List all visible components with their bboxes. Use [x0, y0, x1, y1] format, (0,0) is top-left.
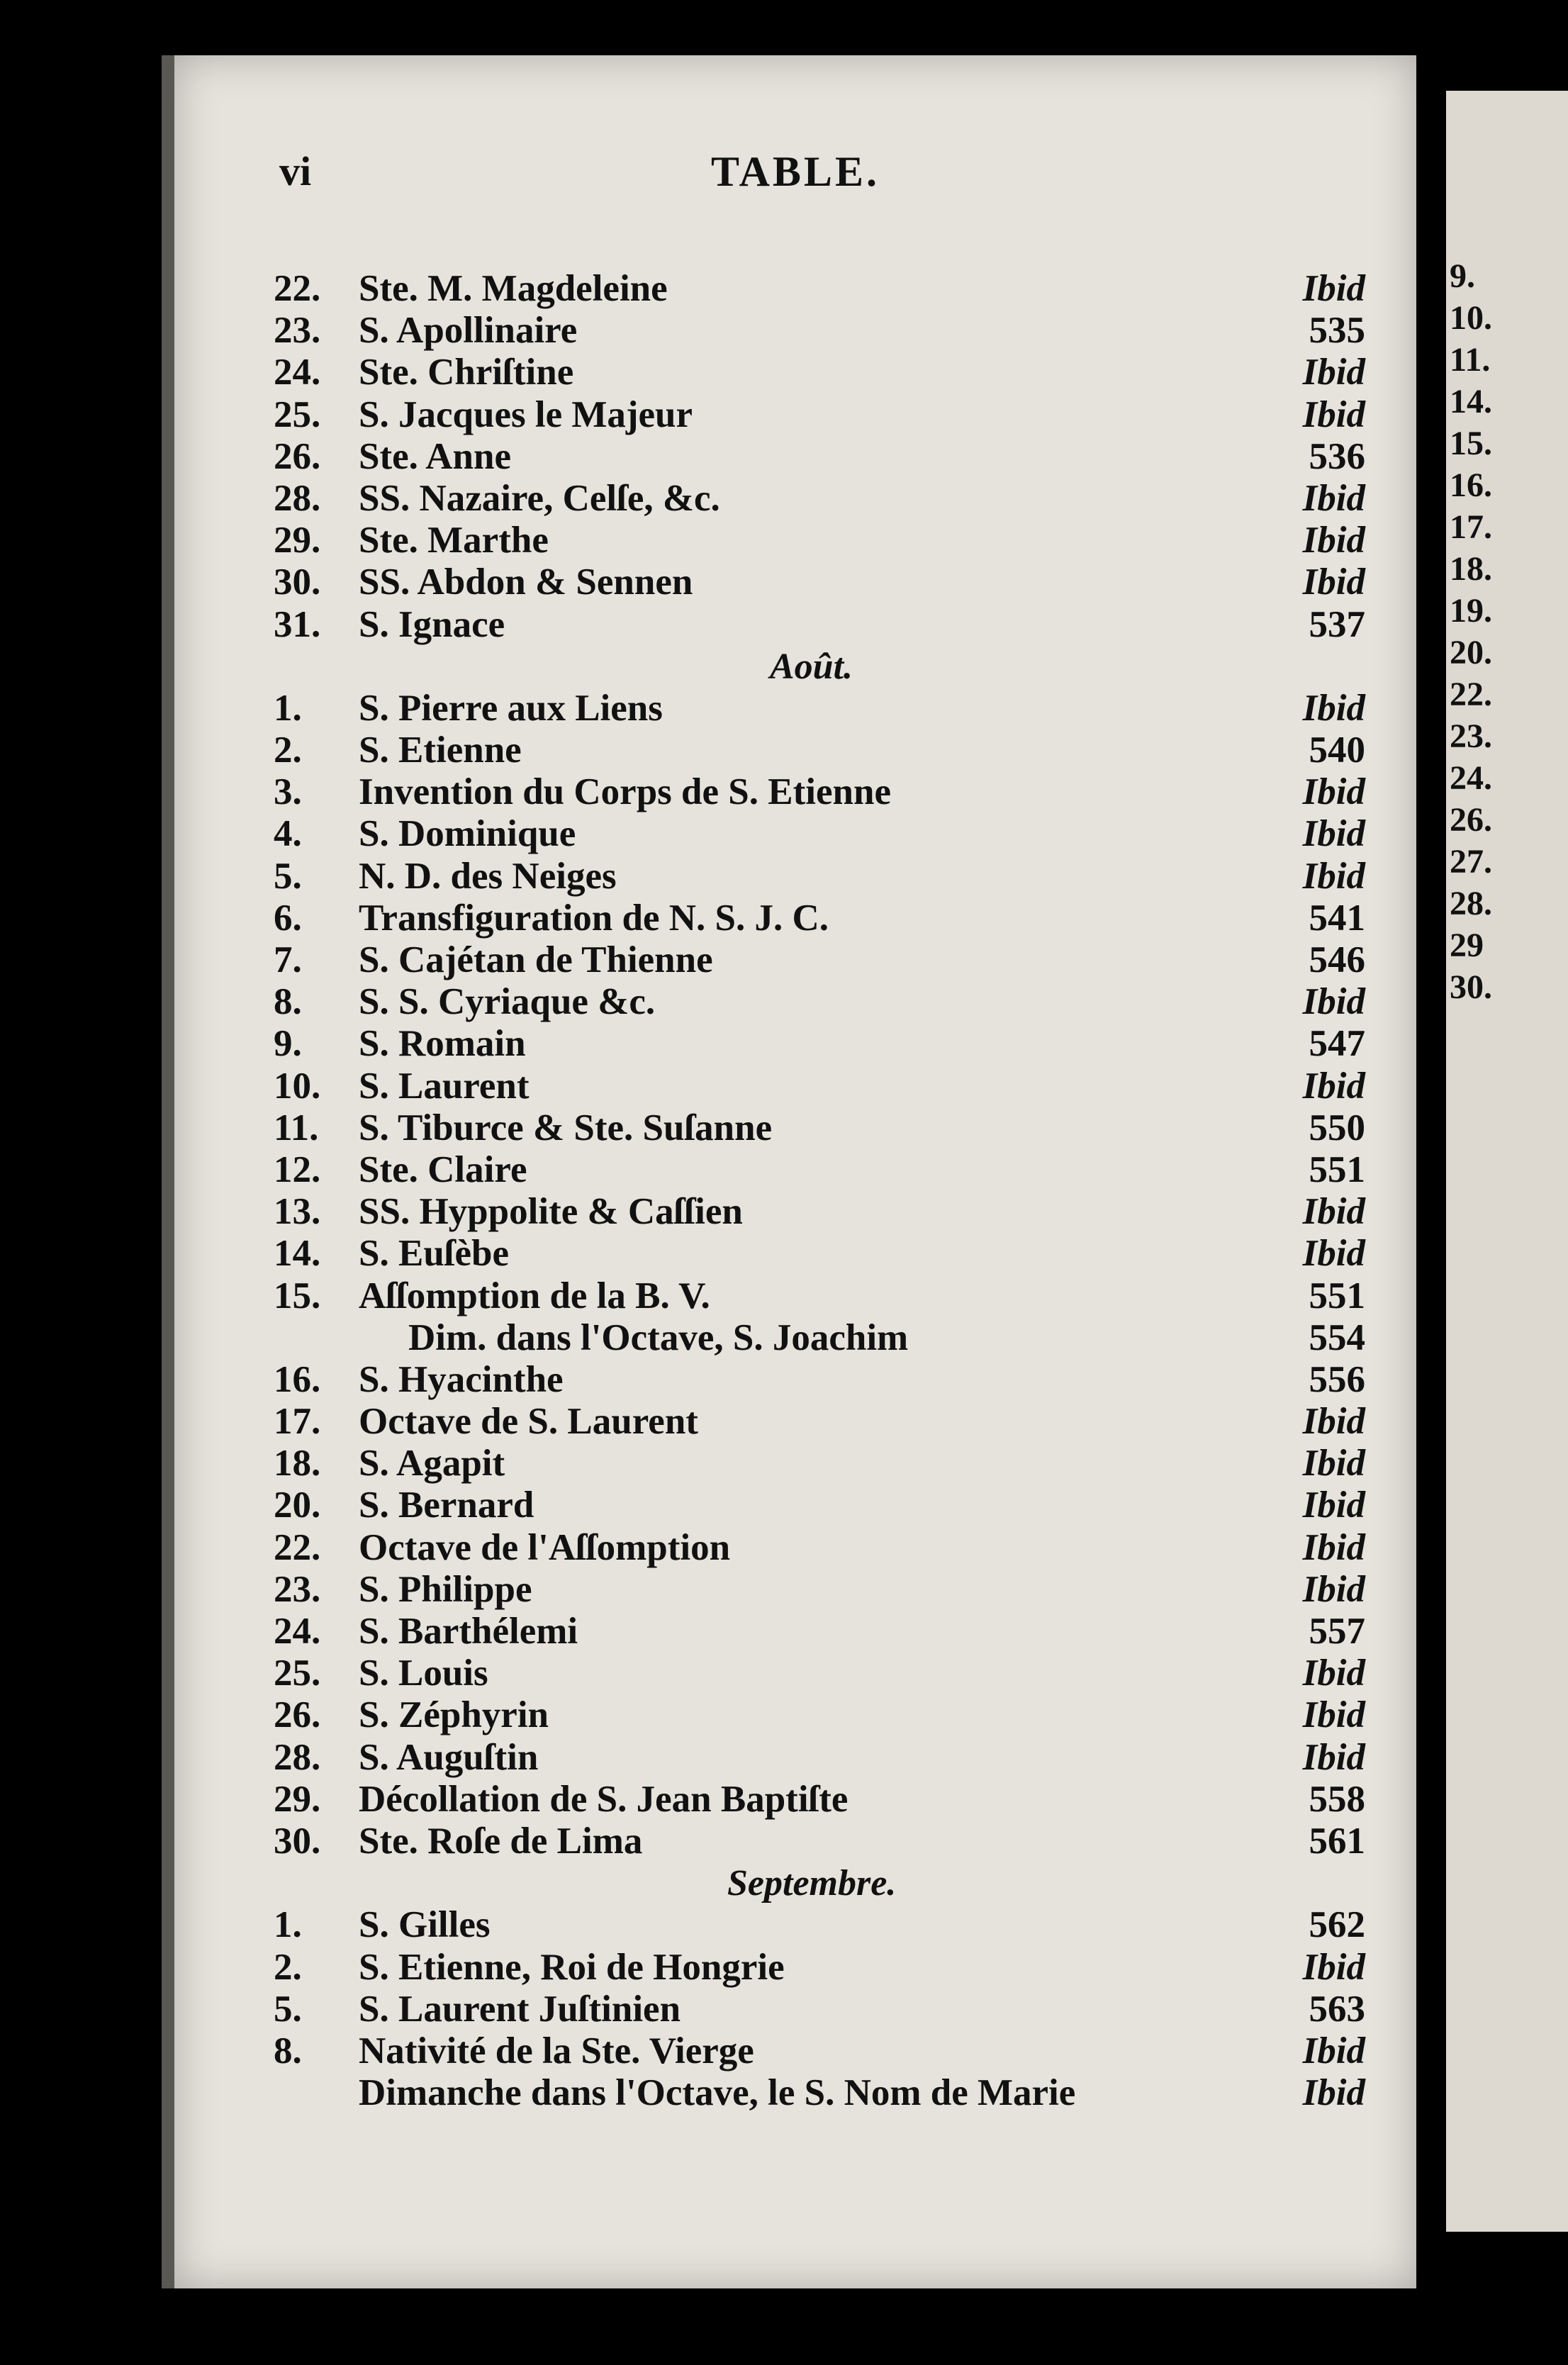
facing-day-number: 27.	[1450, 843, 1492, 880]
facing-day-number: 14.	[1450, 383, 1492, 420]
feast-name: Ste. M. Magdeleine	[359, 268, 668, 309]
day-number: 3.	[274, 771, 302, 813]
feast-name: Ste. Anne	[359, 435, 511, 477]
page-reference: 540	[1309, 729, 1365, 771]
page-reference: Ibid	[1302, 520, 1365, 561]
day-number: 5.	[274, 855, 302, 897]
table-row	[274, 520, 1365, 561]
page-reference: Ibid	[1302, 1526, 1365, 1568]
table-row	[274, 478, 1365, 520]
page-reference: Ibid	[1302, 1946, 1365, 1988]
page-reference: Ibid	[1302, 1233, 1365, 1275]
page-reference: Ibid	[1302, 1065, 1365, 1107]
page-reference: Ibid	[1302, 687, 1365, 729]
page-reference: Ibid	[1302, 855, 1365, 897]
page-header	[174, 147, 1416, 204]
table-row	[274, 1066, 1365, 1107]
day-number: 10.	[274, 1065, 321, 1107]
day-number: 11.	[274, 1107, 319, 1148]
feast-name: S. Barthélemi	[359, 1611, 578, 1652]
page-reference: Ibid	[1302, 1694, 1365, 1736]
feast-name: Transfiguration de N. S. J. C.	[359, 897, 829, 939]
day-number: 4.	[274, 813, 302, 855]
table-row	[274, 1191, 1365, 1233]
feast-name: Octave de l'Aſſomption	[359, 1526, 731, 1568]
day-number: 18.	[274, 1443, 321, 1485]
day-number: 30.	[274, 1820, 321, 1862]
day-number: 22.	[274, 1526, 321, 1568]
day-number: 29.	[274, 520, 321, 561]
feast-name: S. Bernard	[359, 1485, 534, 1526]
day-number: 25.	[274, 1653, 321, 1694]
facing-day-number: 15.	[1450, 425, 1492, 462]
table-row	[274, 1275, 1365, 1317]
day-number: 28.	[274, 477, 321, 519]
page-reference: Ibid	[1302, 1653, 1365, 1694]
table-row	[274, 2030, 1365, 2072]
day-number: 7.	[274, 939, 302, 980]
table-row	[274, 1653, 1365, 1694]
page-reference: 561	[1309, 1820, 1365, 1862]
table-row	[274, 771, 1365, 813]
facing-day-number: 9.	[1450, 257, 1475, 295]
facing-day-number: 22.	[1450, 676, 1492, 713]
page-number: vi	[279, 148, 312, 194]
page-reference: 546	[1309, 939, 1365, 980]
day-number: 31.	[274, 603, 321, 645]
table-row	[274, 1149, 1365, 1191]
table-row	[274, 1904, 1365, 1946]
facing-day-number: 26.	[1450, 801, 1492, 839]
day-number: 9.	[274, 1023, 302, 1065]
feast-name: Ste. Roſe de Lima	[359, 1820, 643, 1862]
facing-day-number: 23.	[1450, 717, 1492, 755]
month-heading	[274, 1862, 1365, 1904]
page-reference: 535	[1309, 310, 1365, 352]
feast-name: Décollation de S. Jean Baptiſte	[359, 1778, 849, 1820]
page-reference: Ibid	[1302, 1485, 1365, 1526]
day-number: 14.	[274, 1233, 321, 1275]
table-row	[274, 1023, 1365, 1065]
table-row	[274, 1107, 1365, 1149]
day-number: 15.	[274, 1275, 321, 1316]
page-reference: Ibid	[1302, 1568, 1365, 1610]
day-number: 23.	[274, 310, 321, 352]
page-reference: 551	[1309, 1275, 1365, 1316]
page-reference: 547	[1309, 1023, 1365, 1065]
page-reference: Ibid	[1302, 1736, 1365, 1778]
feast-name: S. Cajétan de Thienne	[359, 939, 713, 980]
table-row	[274, 1779, 1365, 1821]
page-reference: 536	[1309, 435, 1365, 477]
day-number: 30.	[274, 561, 321, 603]
day-number: 22.	[274, 268, 321, 309]
page-reference: Ibid	[1302, 1191, 1365, 1233]
feast-name: S. Ignace	[359, 603, 505, 645]
page-reference: 558	[1309, 1778, 1365, 1820]
table-row	[274, 394, 1365, 436]
table-row	[274, 1233, 1365, 1275]
table-row	[274, 1569, 1365, 1611]
feast-name: S. Dominique	[359, 813, 576, 855]
facing-day-number: 19.	[1450, 592, 1492, 630]
page-reference: Ibid	[1302, 771, 1365, 813]
table-row	[274, 436, 1365, 478]
table-row	[274, 1359, 1365, 1401]
day-number: 26.	[274, 1694, 321, 1736]
page-reference: 550	[1309, 1107, 1365, 1148]
table-row	[274, 1947, 1365, 1989]
page-reference: 537	[1309, 603, 1365, 645]
table-row	[274, 1694, 1365, 1736]
table-of-feasts	[274, 268, 1365, 2114]
page-reference: 554	[1309, 1316, 1365, 1358]
table-row	[274, 1401, 1365, 1443]
feast-name: S. Romain	[359, 1023, 526, 1065]
day-number: 28.	[274, 1736, 321, 1778]
day-number: 16.	[274, 1358, 321, 1400]
day-number: 2.	[274, 729, 302, 771]
page-reference: 551	[1309, 1148, 1365, 1190]
page-reference: 556	[1309, 1358, 1365, 1400]
feast-name: S. Jacques le Majeur	[359, 393, 693, 435]
feast-name: S. Philippe	[359, 1568, 532, 1610]
day-number: 5.	[274, 1988, 302, 2030]
page-reference: 563	[1309, 1988, 1365, 2030]
day-number: 25.	[274, 393, 321, 435]
table-row	[274, 1317, 1365, 1359]
page-reference: Ibid	[1302, 477, 1365, 519]
page-reference: Ibid	[1302, 1443, 1365, 1485]
day-number: 6.	[274, 897, 302, 939]
feast-name: S. Laurent Juſtinien	[359, 1988, 681, 2030]
feast-name: Ste. Chriſtine	[359, 352, 574, 393]
day-number: 8.	[274, 981, 302, 1023]
day-number: 24.	[274, 352, 321, 393]
table-row	[274, 813, 1365, 855]
day-number: 2.	[274, 1946, 302, 1988]
table-row	[274, 939, 1365, 981]
page-reference: Ibid	[1302, 2030, 1365, 2072]
page-reference: 562	[1309, 1904, 1365, 1946]
feast-name: Invention du Corps de S. Etienne	[359, 771, 892, 813]
feast-name: Aſſomption de la B. V.	[359, 1275, 710, 1316]
page-reference: Ibid	[1302, 352, 1365, 393]
feast-name: Nativité de la Ste. Vierge	[359, 2030, 754, 2072]
table-row	[274, 1737, 1365, 1779]
table-row	[274, 310, 1365, 352]
feast-name: S. Agapit	[359, 1443, 505, 1485]
feast-name: S. Laurent	[359, 1065, 530, 1107]
facing-day-number: 20.	[1450, 634, 1492, 671]
feast-name: S. Etienne	[359, 729, 522, 771]
day-number: 24.	[274, 1611, 321, 1652]
facing-day-number: 17.	[1450, 508, 1492, 546]
table-row	[274, 1821, 1365, 1862]
facing-day-number: 10.	[1450, 299, 1492, 337]
feast-name: S. Apollinaire	[359, 310, 578, 352]
feast-name: S. Etienne, Roi de Hongrie	[359, 1946, 785, 1988]
facing-day-number: 29	[1450, 927, 1484, 964]
day-number: 8.	[274, 2030, 302, 2072]
feast-name: Octave de S. Laurent	[359, 1401, 698, 1443]
table-row	[274, 1443, 1365, 1485]
page-reference: Ibid	[1302, 981, 1365, 1023]
feast-name: S. Hyacinthe	[359, 1358, 564, 1400]
page-reference: Ibid	[1302, 268, 1365, 309]
facing-day-number: 11.	[1450, 341, 1491, 379]
facing-day-number: 24.	[1450, 759, 1492, 797]
facing-day-number: 18.	[1450, 550, 1492, 588]
table-row	[274, 352, 1365, 393]
table-row	[274, 268, 1365, 310]
table-row	[274, 604, 1365, 646]
facing-page-numbers	[1450, 255, 1492, 1008]
table-row	[274, 981, 1365, 1023]
page-reference: Ibid	[1302, 2072, 1365, 2114]
feast-name: S. S. Cyriaque &c.	[359, 981, 656, 1023]
table-row	[274, 729, 1365, 771]
table-row	[274, 2072, 1365, 2114]
table-row	[274, 856, 1365, 898]
table-row	[274, 898, 1365, 939]
page-reference: Ibid	[1302, 561, 1365, 603]
day-number: 17.	[274, 1401, 321, 1443]
table-row	[274, 561, 1365, 603]
feast-name: Dimanche dans l'Octave, le S. Nom de Marie	[359, 2072, 1076, 2114]
page-reference: Ibid	[1302, 813, 1365, 855]
feast-name: S. Euſèbe	[359, 1233, 510, 1275]
table-row	[274, 1611, 1365, 1653]
month-label: Septembre.	[727, 1863, 897, 1904]
feast-name: SS. Hyppolite & Caſſien	[359, 1191, 743, 1233]
feast-name: Ste. Marthe	[359, 520, 549, 561]
month-heading	[274, 646, 1365, 688]
facing-day-number: 16.	[1450, 466, 1492, 504]
day-number: 13.	[274, 1191, 321, 1233]
running-title: TABLE.	[711, 148, 880, 195]
page-reference: 541	[1309, 897, 1365, 939]
day-number: 12.	[274, 1148, 321, 1190]
page-reference: Ibid	[1302, 393, 1365, 435]
feast-name: N. D. des Neiges	[359, 855, 617, 897]
feast-name: S. Louis	[359, 1653, 488, 1694]
feast-name: SS. Abdon & Sennen	[359, 561, 693, 603]
page-reference: 557	[1309, 1611, 1365, 1652]
table-row	[274, 688, 1365, 729]
table-row	[274, 1527, 1365, 1569]
table-row	[274, 1485, 1365, 1526]
table-row	[274, 1989, 1365, 2030]
day-number: 23.	[274, 1568, 321, 1610]
feast-name: SS. Nazaire, Celſe, &c.	[359, 477, 720, 519]
book-page	[162, 55, 1416, 2288]
month-label: Août.	[770, 646, 853, 687]
page-reference: Ibid	[1302, 1401, 1365, 1443]
feast-name: Ste. Claire	[359, 1148, 527, 1190]
day-number: 29.	[274, 1778, 321, 1820]
facing-day-number: 30.	[1450, 968, 1492, 1006]
feast-name: S. Pierre aux Liens	[359, 687, 663, 729]
day-number: 20.	[274, 1485, 321, 1526]
feast-name: S. Zéphyrin	[359, 1694, 549, 1736]
day-number: 1.	[274, 687, 302, 729]
day-number: 1.	[274, 1904, 302, 1946]
feast-name: Dim. dans l'Octave, S. Joachim	[408, 1316, 909, 1358]
facing-day-number: 28.	[1450, 885, 1492, 922]
feast-name: S. Tiburce & Ste. Suſanne	[359, 1107, 773, 1148]
feast-name: S. Auguſtin	[359, 1736, 539, 1778]
day-number: 26.	[274, 435, 321, 477]
feast-name: S. Gilles	[359, 1904, 491, 1946]
